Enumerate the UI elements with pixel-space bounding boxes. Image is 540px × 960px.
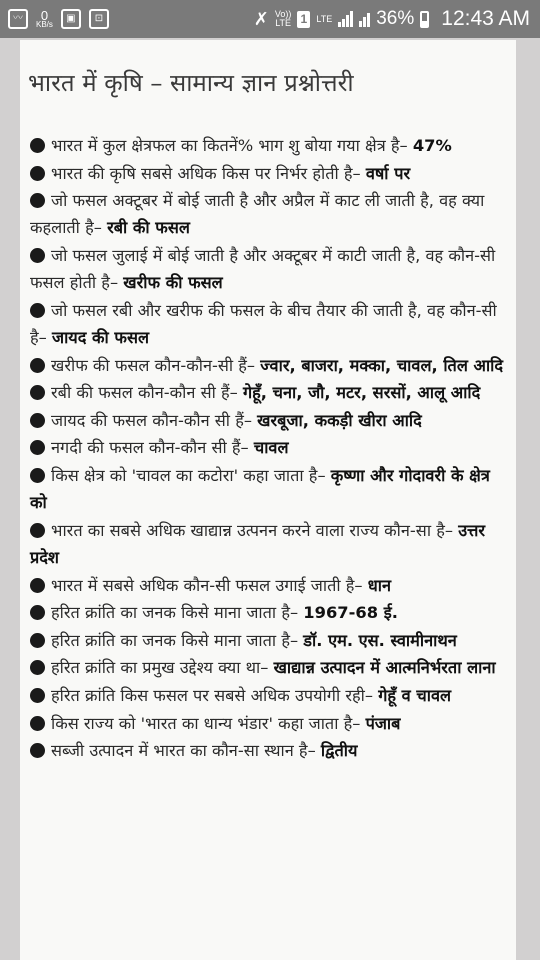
question-list (30, 132, 510, 765)
battery-icon (420, 11, 429, 28)
gallery-icon: ▣ (61, 9, 81, 29)
question-item (30, 627, 510, 654)
question-text: नगदी की फसल कौन-कौन सी हैं– (51, 438, 249, 458)
answer-text: 47% (412, 136, 452, 155)
question-text: हरित क्रांति का प्रमुख उद्देश्य क्या था– (51, 658, 269, 678)
question-item (30, 737, 510, 764)
question-text: रबी की फसल कौन-कौन सी हैं– (51, 383, 238, 403)
bullet-icon (30, 468, 45, 483)
question-text: हरित क्रांति किस फसल पर सबसे अधिक उपयोगी रही– (51, 685, 374, 705)
question-text: जो फसल रबी और खरीफ की फसल के बीच तैयार की जाती है, वह कौन-सी है– (30, 300, 497, 347)
question-item (30, 297, 510, 351)
question-text: किस क्षेत्र को 'चावल का कटोरा' कहा जाता है– (51, 465, 326, 485)
answer-text: रबी की फसल (107, 218, 190, 238)
bullet-icon (30, 660, 45, 675)
answer-text: 1967-68 ई. (303, 603, 398, 623)
answer-text: खरबूजा, ककड़ी खीरा आदि (257, 410, 422, 430)
question-item (30, 682, 510, 709)
activity-icon: 〰 (8, 9, 28, 29)
question-text: सब्जी उत्पादन में भारत का कौन-सा स्थान है– (51, 741, 316, 761)
volte-indicator (275, 10, 292, 28)
question-text: हरित क्रांति का जनक किसे माना जाता है– (51, 603, 299, 623)
page-title: भारत में कृषि – सामान्य ज्ञान प्रश्नोत्तरी (28, 69, 354, 97)
question-item (30, 407, 510, 434)
answer-text: खाद्यान्न उत्पादन में आत्मनिर्भरता लाना (273, 658, 496, 678)
question-item (30, 572, 510, 599)
question-item (30, 599, 510, 626)
answer-text: पंजाब (365, 713, 401, 733)
question-item (30, 242, 510, 296)
question-text: जो फसल अक्टूबर में बोई जाती है और अप्रैल में काट ली जाती है, वह क्या कहलाती है– (30, 191, 485, 238)
question-item (30, 379, 510, 406)
answer-text: जायद की फसल (51, 327, 150, 347)
answer-text: डॉ. एम. एस. स्वामीनाथन (303, 630, 457, 650)
answer-text: ज्वार, बाजरा, मक्का, चावल, तिल आदि (260, 355, 504, 375)
bullet-icon (30, 193, 45, 208)
bullet-icon (30, 413, 45, 428)
clock: 12:43 AM (441, 7, 530, 30)
question-item (30, 710, 510, 737)
question-item (30, 160, 510, 187)
status-bar (0, 0, 540, 38)
question-text: भारत की कृषि सबसे अधिक किस पर निर्भर होती है– (51, 163, 361, 183)
answer-text: द्वितीय (320, 741, 358, 761)
answer-text: धान (367, 575, 392, 595)
network-speed (36, 7, 53, 30)
question-item (30, 352, 510, 379)
question-item (30, 187, 510, 241)
bullet-icon (30, 523, 45, 538)
bullet-icon (30, 385, 45, 400)
question-text: हरित क्रांति का जनक किसे माना जाता है– (51, 630, 299, 650)
mute-icon: ✗ (253, 8, 269, 29)
volte-label: Vo)) (274, 9, 292, 19)
bullet-icon (30, 605, 45, 620)
status-right-icons (254, 7, 540, 31)
answer-text: उत्तर प्रदेश (30, 520, 486, 567)
network-speed-value: 0 (40, 7, 49, 23)
bullet-icon (30, 688, 45, 703)
question-item (30, 434, 510, 461)
question-item (30, 132, 510, 159)
question-text: खरीफ की फसल कौन-कौन-सी हैं– (51, 355, 256, 375)
answer-text: गेहूँ व चावल (378, 685, 452, 705)
bullet-icon (30, 633, 45, 648)
question-text: भारत में कुल क्षेत्रफल का कितनें% भाग शु बोया गया क्षेत्र है– (51, 136, 408, 155)
bullet-icon (30, 248, 45, 263)
question-text: जो फसल जुलाई में बोई जाती है और अक्टूबर में काटी जाती है, वह कौन-सी फसल होती है– (30, 245, 496, 293)
status-left-icons (0, 9, 109, 29)
question-item (30, 462, 510, 516)
bullet-icon (30, 743, 45, 758)
signal-strength-icon-2 (359, 11, 370, 27)
question-text: किस राज्य को 'भारत का धान्य भंडार' कहा जाता है– (51, 713, 361, 733)
bullet-icon (30, 138, 45, 153)
answer-text: चावल (253, 438, 289, 458)
battery-percent: 36% (376, 8, 415, 29)
network-speed-unit: KB/s (36, 20, 53, 30)
question-item (30, 517, 510, 571)
answer-text: गेहूँ, चना, जौ, मटर, सरसों, आलू आदि (242, 383, 481, 403)
notification-icon: ⊡ (89, 9, 109, 29)
question-text: भारत का सबसे अधिक खाद्यान्न उत्पनन करने वाला राज्य कौन-सा है– (51, 520, 453, 540)
sim-icon: 1 (297, 11, 310, 28)
lte-indicator: LTE (316, 13, 333, 24)
question-text: जायद की फसल कौन-कौन सी हैं– (51, 410, 252, 430)
bullet-icon (30, 303, 45, 318)
question-text: भारत में सबसे अधिक कौन-सी फसल उगाई जाती है– (51, 575, 363, 595)
bullet-icon (30, 716, 45, 731)
bullet-icon (30, 358, 45, 373)
bullet-icon (30, 440, 45, 455)
bullet-icon (30, 166, 45, 181)
bullet-icon (30, 578, 45, 593)
volte-lte-label: LTE (275, 18, 292, 28)
answer-text: खरीफ की फसल (123, 273, 223, 293)
question-item (30, 654, 510, 681)
answer-text: कृष्णा और गोदावरी के क्षेत्र को (30, 465, 490, 513)
answer-text: वर्षा पर (365, 163, 411, 183)
signal-strength-icon (338, 11, 353, 27)
